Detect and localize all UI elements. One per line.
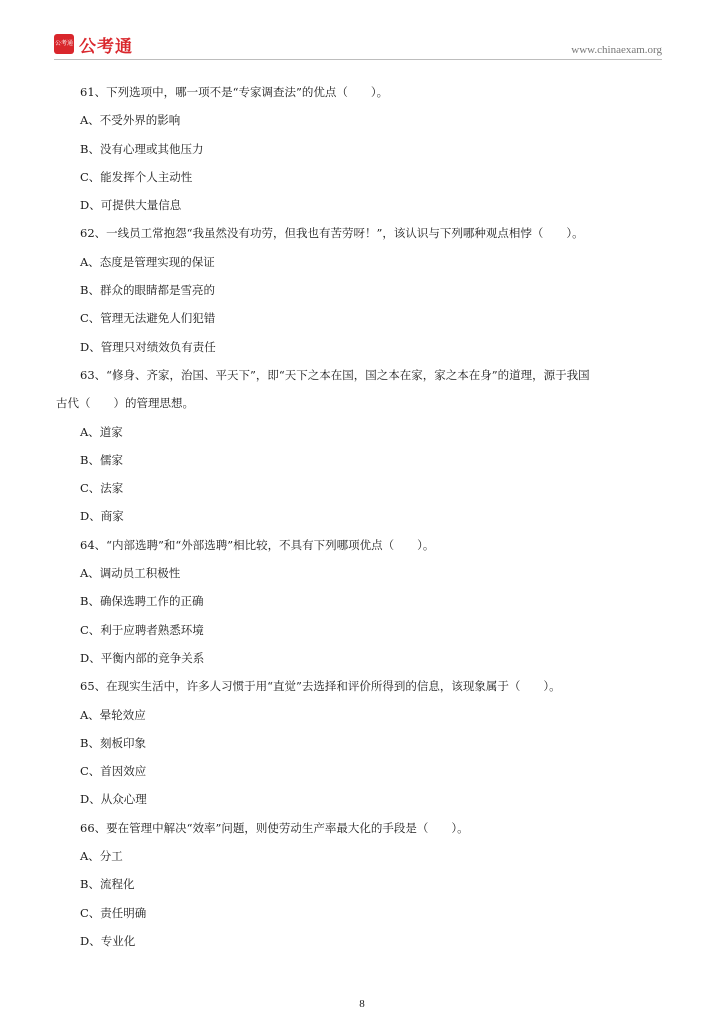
question-stem: 66、要在管理中解决“效率”问题，则使劳动生产率最大化的手段是（ ）。 bbox=[80, 820, 469, 835]
answer-option: B、流程化 bbox=[80, 877, 135, 892]
answer-option: C、首因效应 bbox=[80, 764, 147, 779]
logo-text: 公考通 bbox=[79, 36, 133, 57]
answer-option: A、不受外界的影响 bbox=[80, 113, 181, 128]
answer-option: B、群众的眼睛都是雪亮的 bbox=[80, 283, 215, 298]
answer-option: B、没有心理或其他压力 bbox=[80, 141, 204, 156]
answer-option: D、专业化 bbox=[80, 933, 136, 948]
answer-option: B、刻板印象 bbox=[80, 735, 146, 750]
question-block bbox=[56, 78, 668, 219]
answer-option: D、商家 bbox=[80, 509, 124, 524]
header-rule bbox=[54, 59, 662, 60]
answer-option: D、管理只对绩效负有责任 bbox=[80, 339, 216, 354]
question-block bbox=[56, 814, 668, 955]
answer-option: D、从众心理 bbox=[80, 792, 147, 807]
question-stem: 62、一线员工常抱怨“我虽然没有功劳，但我也有苦劳呀！”，该认识与下列哪种观点相悖（ ）。 bbox=[80, 226, 584, 241]
answer-option: D、可提供大量信息 bbox=[80, 198, 182, 213]
answer-option: C、法家 bbox=[80, 481, 124, 496]
logo bbox=[54, 33, 133, 55]
question-stem: 65、在现实生活中，许多人习惯于用“直觉”去选择和评价所得到的信息，该现象属于（ ）。 bbox=[80, 679, 561, 694]
question-stem-continued: 古代（ ）的管理思想。 bbox=[56, 396, 194, 411]
page-header bbox=[0, 0, 724, 64]
site-url: www.chinaexam.org bbox=[571, 44, 662, 56]
question-stem: 63、“修身、齐家，治国、平天下”，即“天下之本在国，国之本在家，家之本在身”的道理，源于我国 bbox=[80, 367, 590, 382]
answer-option: A、态度是管理实现的保证 bbox=[80, 254, 215, 269]
question-stem: 64、“内部选聘”和“外部选聘”相比较，不具有下列哪项优点（ ）。 bbox=[80, 537, 435, 552]
question-block bbox=[56, 219, 668, 360]
question-block bbox=[56, 361, 668, 531]
logo-badge: 公考通 bbox=[54, 34, 74, 54]
answer-option: B、确保选聘工作的正确 bbox=[80, 594, 204, 609]
question-stem: 61、下列选项中，哪一项不是“专家调查法”的优点（ ）。 bbox=[80, 85, 389, 99]
answer-option: D、平衡内部的竞争关系 bbox=[80, 650, 205, 665]
answer-option: C、责任明确 bbox=[80, 905, 147, 920]
answer-option: B、儒家 bbox=[80, 452, 123, 467]
page-number: 8 bbox=[359, 998, 365, 1010]
answer-option: A、分工 bbox=[80, 849, 123, 864]
answer-option: A、道家 bbox=[80, 424, 123, 439]
answer-option: A、调动员工积极性 bbox=[80, 566, 181, 581]
question-block bbox=[56, 531, 668, 672]
answer-option: C、管理无法避免人们犯错 bbox=[80, 311, 216, 326]
question-block bbox=[56, 672, 668, 813]
answer-option: C、利于应聘者熟悉环境 bbox=[80, 622, 204, 637]
answer-option: A、晕轮效应 bbox=[80, 707, 146, 722]
answer-option: C、能发挥个人主动性 bbox=[80, 169, 193, 184]
question-list bbox=[56, 78, 668, 955]
